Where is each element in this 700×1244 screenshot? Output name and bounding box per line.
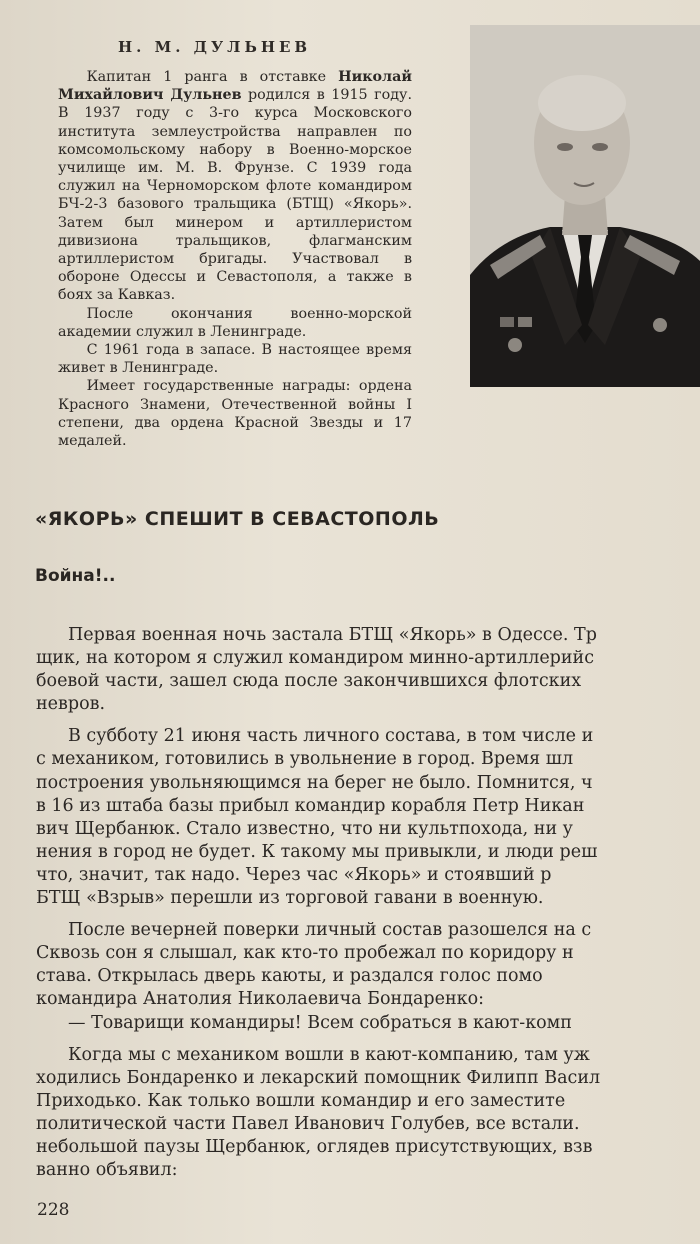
body-line: ходились Бондаренко и лекарский помощник Филипп Васил bbox=[36, 1067, 601, 1088]
body-line: БТЩ «Взрыв» перешли из торговой гавани в военную. bbox=[36, 888, 544, 909]
bio-paragraph-3: С 1961 года в запасе. В настоящее время живет в Ленинграде. bbox=[58, 342, 412, 377]
body-line: ванно объявил: bbox=[36, 1160, 178, 1181]
body-line: После вечерней поверки личный состав разошелся на с bbox=[68, 920, 592, 941]
body-line: става. Открылась дверь каюты, и раздался голос помо bbox=[36, 966, 543, 987]
body-line: — Товарищи командиры! Всем собраться в кают-комп bbox=[68, 1012, 572, 1033]
body-line: боевой части, зашел сюда после закончившихся флотских bbox=[36, 671, 582, 692]
body-line: построения увольняющимся на берег не было. Помнится, ч bbox=[36, 772, 593, 793]
body-line: невров. bbox=[36, 694, 106, 715]
portrait-illustration bbox=[470, 25, 700, 387]
body-line: Первая военная ночь застала БТЩ «Якорь» в Одессе. Тр bbox=[68, 625, 597, 645]
bio-paragraph-4: Имеет государственные награды: ордена Красного Знамени, Отечественной войны I степени, два ордена Красной Звезды и 17 медалей. bbox=[58, 378, 412, 450]
bio-full-name: Николай Михайлович Дульнев bbox=[58, 69, 412, 104]
body-line: командира Анатолия Николаевича Бондаренко: bbox=[36, 989, 485, 1010]
section-heading: Война!.. bbox=[35, 566, 116, 586]
author-portrait-photo bbox=[470, 25, 700, 387]
bio-paragraph-2: После окончания военно-морской академии служил в Ленинграде. bbox=[58, 305, 412, 340]
page-number: 228 bbox=[37, 1200, 70, 1220]
chapter-title: «ЯКОРЬ» СПЕШИТ В СЕВАСТОПОЛЬ bbox=[35, 508, 440, 530]
author-biography bbox=[58, 68, 412, 450]
body-text bbox=[36, 624, 700, 1182]
body-line: вич Щербанюк. Стало известно, что ни культпохода, ни у bbox=[36, 818, 573, 839]
body-line: в 16 из штаба базы прибыл командир корабля Петр Никан bbox=[36, 795, 585, 816]
body-line: небольшой паузы Щербанюк, оглядев присутствующих, взв bbox=[36, 1136, 593, 1157]
body-line: В субботу 21 июня часть личного состава, в том числе и bbox=[68, 726, 594, 747]
body-line: Когда мы с механиком вошли в кают-компанию, там уж bbox=[68, 1044, 590, 1065]
body-line: что, значит, так надо. Через час «Якорь» и стоявший р bbox=[36, 864, 552, 885]
body-line: Приходько. Как только вошли командир и его заместите bbox=[36, 1090, 566, 1111]
author-name: Н. М. ДУЛЬНЕВ bbox=[118, 38, 312, 56]
bio-paragraph-1: Капитан 1 ранга в отставке Николай Михайлович Дульнев родился в 1915 году. В 1937 году с 3-го курса Московского института землеустройства направлен по комсомольскому набору в Военно-морское училище им. М. В. Фрунзе. С 1939 года служил на Черноморском флоте командиром БЧ-2-3 базового тральщика (БТЩ) «Якорь». Затем был минером и артиллеристом дивизиона тральщиков, флагманским артиллеристом бригады. Участвовал в обороне Одессы и Севастополя, а также в боях за Кавказ. bbox=[58, 69, 412, 304]
body-line: политической части Павел Иванович Голубев, все встали. bbox=[36, 1113, 580, 1134]
body-line: нения в город не будет. К такому мы привыкли, и люди реш bbox=[36, 841, 598, 862]
body-line: Сквозь сон я слышал, как кто-то пробежал по коридору н bbox=[36, 943, 574, 964]
body-line: с механиком, готовились в увольнение в город. Время шл bbox=[36, 749, 574, 770]
body-line: щик, на котором я служил командиром минно-артиллерийс bbox=[36, 648, 595, 669]
